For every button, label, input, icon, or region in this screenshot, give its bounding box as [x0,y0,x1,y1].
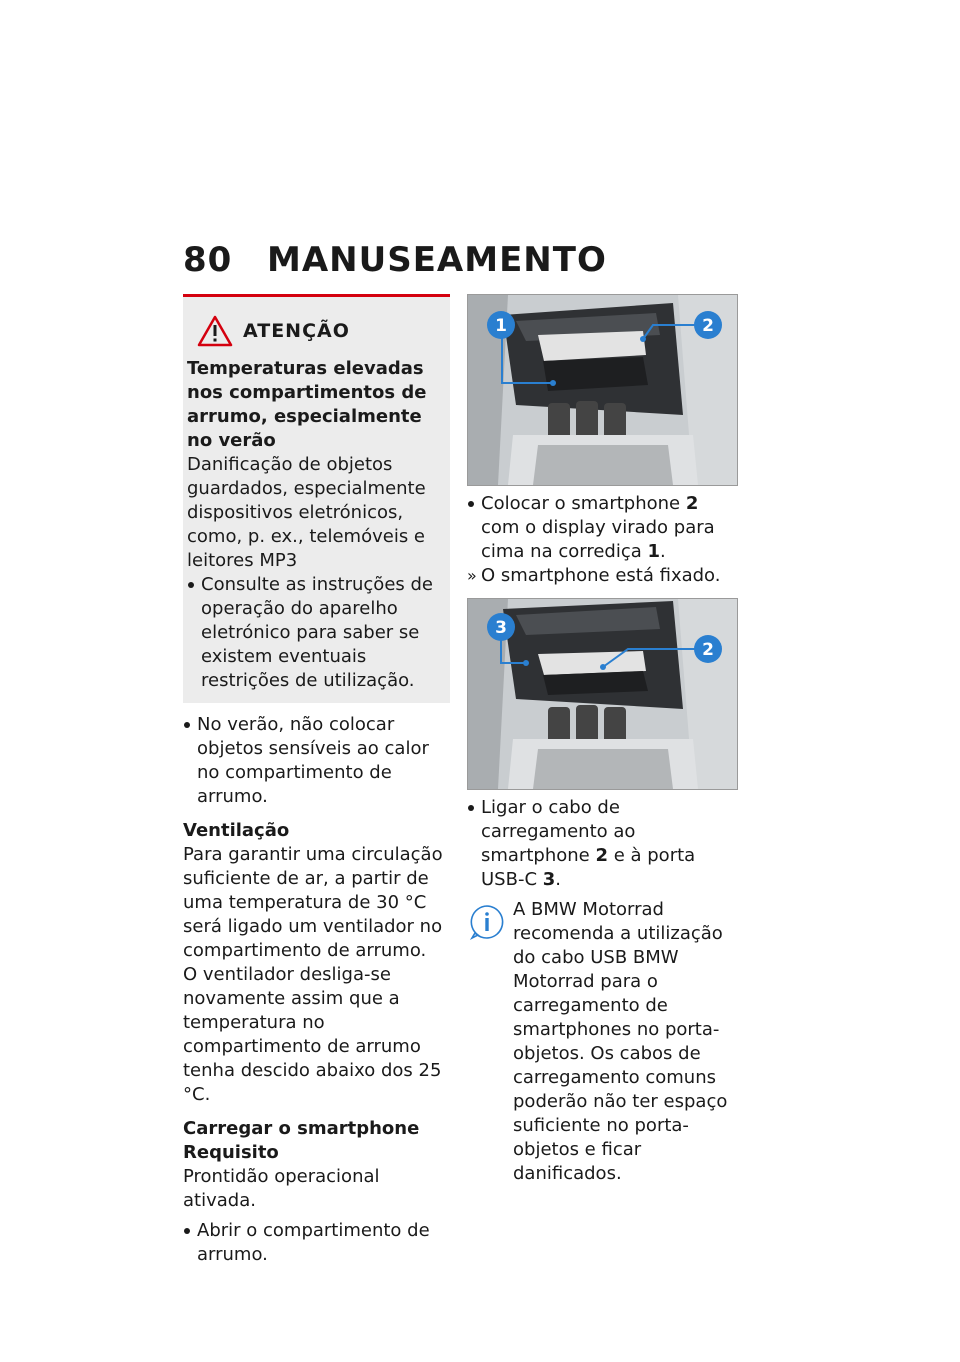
connect-text-1: Ligar o cabo de carregamento ao smartphone [481,797,636,866]
requisite-text: Prontidão operacional ativada. [183,1166,380,1211]
right-column [467,294,738,1186]
ventilation-text-1: Para garantir uma circulação suficiente de ar, a partir de uma temperatura de 30 °C será ligado um ventilador no compartimento de arrumo. [183,844,443,961]
figure1-callout-a: 1 [495,316,507,336]
compartment-illustration-cable [468,599,737,789]
charge-heading: Carregar o smartphone [183,1118,420,1139]
place-bullet [467,492,738,564]
warning-title: Temperaturas elevadas nos compartimentos de arrumo, especialmente no verão [187,358,427,451]
page-title: MANUSEAMENTO [267,240,607,280]
figure-smartphone-placement [467,294,738,486]
info-text: A BMW Motorrad recomenda a utilização do cabo USB BMW Motorrad para o carregamento de smartphones no porta-objetos. Os cabos de carregamento comuns poderão não ter espaço suficiente no porta-objetos e ficar danificados. [513,899,728,1184]
result-text: O smartphone está fixado. [481,565,721,586]
page-header [183,240,743,280]
figure2-callout-b: 2 [702,640,714,660]
ventilation-heading: Ventilação [183,820,290,841]
warning-header [197,315,446,347]
connect-bullet [467,796,738,892]
info-icon [469,904,505,940]
connect-text-3: . [555,869,561,890]
page-number: 80 [183,240,233,280]
place-text-2: com o display virado para cima na corrediça [481,517,715,562]
result-mark: » [467,566,477,585]
connect-text-2: e à porta USB-C [481,845,696,890]
warning-triangle-icon [197,315,233,347]
requisite-heading: Requisito [183,1142,279,1163]
info-note [467,898,738,1186]
figure2-callout-a: 3 [495,618,507,638]
connect-ref-1: 2 [595,845,608,866]
open-bullet: Abrir o compartimento de arrumo. [183,1219,450,1267]
figure-cable-connection [467,598,738,790]
summer-bullet: No verão, não colocar objetos sensíveis ao calor no compartimento de arrumo. [183,713,450,809]
left-column [183,294,450,1267]
place-ref-2: 1 [647,541,661,562]
connect-ref-2: 3 [542,869,556,890]
figure1-callout-b: 2 [702,316,714,336]
warning-bullet: Consulte as instruções de operação do aparelho eletrónico para saber se existem eventuais restrições de utilização. [187,573,446,693]
result-line [467,564,738,588]
compartment-illustration [468,295,737,485]
place-text-3: . [660,541,666,562]
warning-label: ATENÇÃO [243,320,350,342]
place-ref-1: 2 [685,493,699,514]
place-text-1: Colocar o smartphone [481,493,686,514]
ventilation-text-2: O ventilador desliga-se novamente assim que a temperatura no compartimento de arrumo tenha descido abaixo dos 25 °C. [183,964,442,1105]
warning-text: Danificação de objetos guardados, especialmente dispositivos eletrónicos, como, p. ex., telemóveis e leitores MP3 [187,454,426,571]
warning-box [183,294,450,703]
